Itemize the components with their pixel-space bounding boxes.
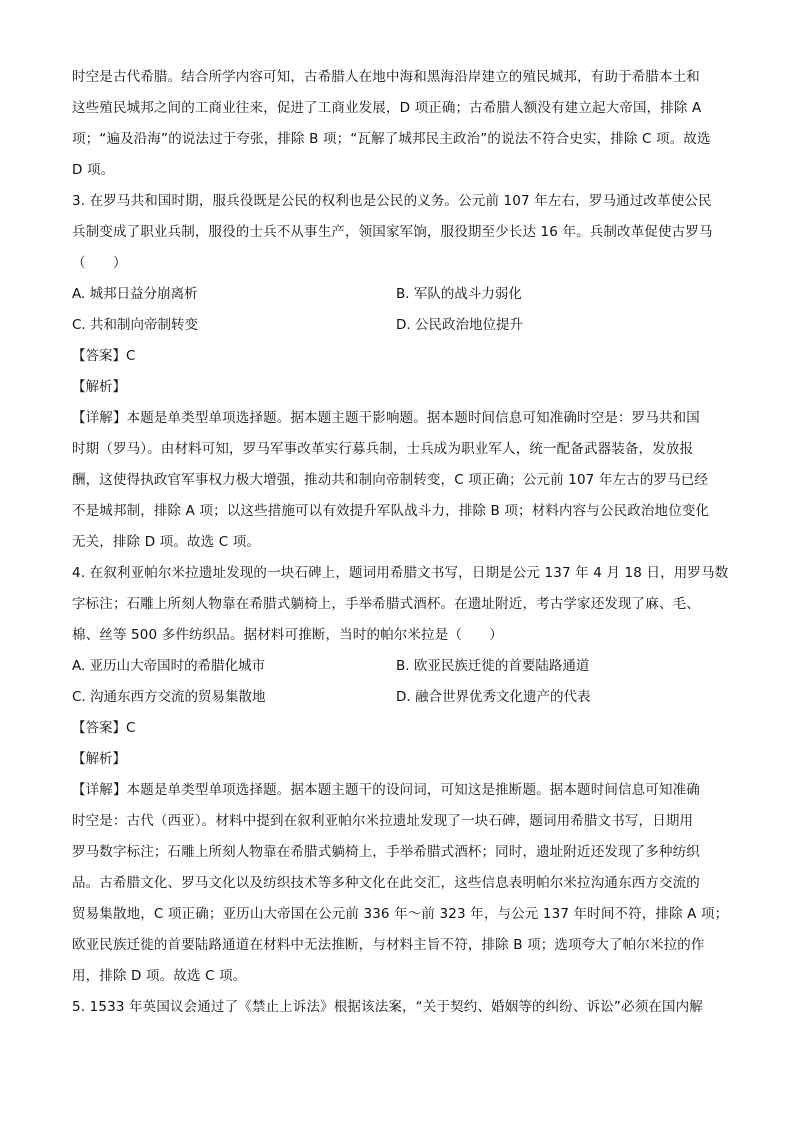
detail-line: 无关，排除 D 项。故选 C 项。 [72,534,261,550]
option-a: A. 亚历山大帝国时的希腊化城市 [72,658,266,674]
option-a: A. 城邦日益分崩离析 [72,286,198,302]
detail-line: 用，排除 D 项。故选 C 项。 [72,968,247,984]
question-stem-line: （ ） [72,255,127,271]
detail-line: 【详解】本题是单类型单项选择题。据本题主题干的设问词，可知这是推断题。据本题时间信息可知准确 [72,782,700,798]
question-3 [72,186,722,558]
option-c: C. 共和制向帝制转变 [72,317,199,333]
question-stem-line: 棉、丝等 500 多件纺织品。据材料可推断，当时的帕尔米拉是（ ） [72,627,503,643]
detail-line: 罗马数字标注；石雕上所刻人物靠在希腊式躺椅上，手举希腊式酒杯；同时，遗址附近还发现了多种纺织 [72,844,700,860]
intro-paragraph [72,62,722,186]
answer-label: 【答案】C [72,348,136,364]
question-stem-line: 4. 在叙利亚帕尔米拉遗址发现的一块石碑上，题词用希腊文书写，日期是公元 137 年 4 月 18 日，用罗马数 [72,565,729,581]
detail-line: 贸易集散地，C 项正确；亚历山大帝国在公元前 336 年～前 323 年，与公元 137 年时间不符，排除 A 项； [72,906,729,922]
detail-line: 时空是：古代（西亚）。材料中提到在叙利亚帕尔米拉遗址发现了一块石碑，题词用希腊文书写，日期用 [72,813,694,829]
detail-line: 酬，这使得执政官军事权力极大增强，推动共和制向帝制转变，C 项正确；公元前 107 年左古的罗马已经 [72,472,709,488]
option-d: D. 融合世界优秀文化遗产的代表 [396,689,591,705]
question-stem-line: 5. 1533 年英国议会通过了《禁止上诉法》根据该法案，“关于契约、婚姻等的纠纷、诉讼”必须在国内解 [72,999,703,1015]
question-stem-line: 兵制变成了职业兵制，服役的士兵不从事生产，领国家军饷，服役期至少长达 16 年。兵制改革促使古罗马 [72,224,713,240]
options-row [72,682,722,713]
detail-line: 品。古希腊文化、罗马文化以及纺织技术等多种文化在此交汇，这些信息表明帕尔米拉沟通东西方交流的 [72,875,700,891]
answer-label: 【答案】C [72,720,136,736]
text-line: 项；“遍及沿海”的说法过于夸张，排除 B 项；“瓦解了城邦民主政治”的说法不符合史实，排除 C 项。故选 [72,131,711,147]
detail-line: 【详解】本题是单类型单项选择题。据本题主题干影响题。据本题时间信息可知准确时空是：罗马共和国 [72,410,700,426]
document-page [72,62,729,1023]
option-b: B. 欧亚民族迁徙的首要陆路通道 [396,658,590,674]
option-c: C. 沟通东西方交流的贸易集散地 [72,689,266,705]
options-row [72,279,722,310]
text-line: 这些殖民城邦之间的工商业往来，促进了工商业发展，D 项正确；古希腊人额没有建立起大帝国，排除 A [72,100,702,116]
detail-line: 不是城邦制，排除 A 项；以这些措施可以有效提升军队战斗力，排除 B 项；材料内容与公民政治地位变化 [72,503,710,519]
question-stem-line: 3. 在罗马共和国时期，服兵役既是公民的权利也是公民的义务。公元前 107 年左右，罗马通过改革使公民 [72,193,712,209]
option-b: B. 军队的战斗力弱化 [396,286,522,302]
option-d: D. 公民政治地位提升 [396,317,523,333]
detail-line: 时期（罗马）。由材料可知，罗马军事改革实行募兵制，士兵成为职业军人，统一配备武器装备，发放报 [72,441,694,457]
analysis-label: 【解析】 [72,379,126,395]
options-row [72,651,722,682]
question-4 [72,558,729,992]
options-row [72,310,722,341]
question-5 [72,992,722,1023]
text-line: D 项。 [72,162,115,178]
question-stem-line: 字标注；石雕上所刻人物靠在希腊式躺椅上，手举希腊式酒杯。在遗址附近，考古学家还发现了麻、毛、 [72,596,700,612]
detail-line: 欧亚民族迁徙的首要陆路通道在材料中无法推断，与材料主旨不符，排除 B 项；选项夸大了帕尔米拉的作 [72,937,705,953]
text-line: 时空是古代希腊。结合所学内容可知，古希腊人在地中海和黑海沿岸建立的殖民城邦，有助于希腊本土和 [72,69,700,85]
analysis-label: 【解析】 [72,751,126,767]
